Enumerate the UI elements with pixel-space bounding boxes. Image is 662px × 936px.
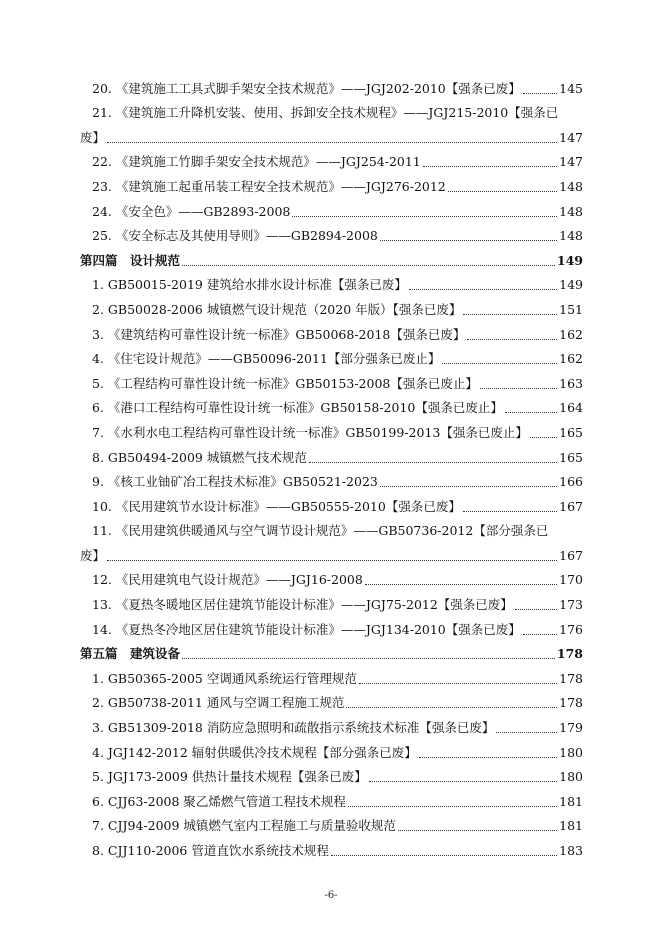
toc-entry[interactable] (80, 367, 583, 392)
toc-page-number: 180 (559, 744, 583, 760)
toc-entry-title-continued: 废】 (80, 129, 106, 145)
toc-page-number: 170 (559, 572, 583, 588)
toc-section-title: 第五篇 建筑设备 (80, 646, 181, 662)
toc-entry[interactable] (80, 170, 583, 195)
toc-entry[interactable] (80, 687, 583, 712)
toc-entry-title: 2. GB50738-2011 通风与空调工程施工规范 (92, 695, 345, 711)
toc-entry-title: 20. 《建筑施工工具式脚手架安全技术规范》——JGJ202-2010【强条已废】 (92, 80, 521, 96)
toc-entry-title: 5. JGJ173-2009 供热计量技术规程【强条已废】 (92, 769, 367, 785)
dot-leader (107, 132, 557, 143)
toc-entry[interactable] (80, 613, 583, 638)
dot-leader (359, 673, 557, 684)
toc-page-number: 180 (559, 769, 583, 785)
toc-entry[interactable] (80, 318, 583, 343)
toc-page-number: 162 (559, 351, 583, 367)
toc-entry[interactable] (80, 220, 583, 245)
toc-entry-title: 7. 《水利水电工程结构可靠性设计统一标准》GB50199-2013【强条已废止】 (92, 424, 528, 440)
toc-page-number: 165 (559, 449, 583, 465)
toc-entry-title: 8. GB50494-2009 城镇燃气技术规范 (92, 449, 307, 465)
toc-entry-title: 14. 《夏热冬冷地区居住建筑节能设计标准》——JGJ134-2010【强条已废】 (92, 621, 521, 637)
toc-page-number: 178 (559, 670, 583, 686)
toc-page-number: 145 (559, 80, 583, 96)
toc-page-number: 176 (559, 621, 583, 637)
toc-page-number: 162 (559, 326, 583, 342)
toc-entry-title: 1. GB50365-2005 空调通风系统运行管理规范 (92, 670, 357, 686)
toc-entry-title: 2. GB50028-2006 城镇燃气设计规范（2020 年版）【强条已废】 (92, 301, 462, 317)
toc-entry[interactable] (80, 466, 583, 491)
toc-page-number: 181 (559, 818, 583, 834)
toc-entry-title-continued: 废】 (80, 547, 106, 563)
toc-entry[interactable] (80, 588, 583, 613)
toc-entry[interactable] (80, 736, 583, 761)
toc-entry-title: 9. 《核工业铀矿冶工程技术标准》GB50521-2023 (92, 474, 378, 490)
toc-page-number: 179 (559, 720, 583, 736)
dot-leader (346, 697, 557, 708)
toc-entry-title: 25. 《安全标志及其使用导则》——GB2894-2008 (92, 228, 378, 244)
dot-leader (423, 156, 557, 167)
toc-page-number: 148 (559, 203, 583, 219)
dot-leader (448, 181, 557, 192)
dot-leader (348, 796, 557, 807)
dot-leader (496, 722, 557, 733)
toc-entry-title: 13. 《夏热冬暖地区居住建筑节能设计标准》——JGJ75-2012【强条已废】 (92, 597, 513, 613)
toc-page-number: 166 (559, 474, 583, 490)
toc-entry-title: 1. GB50015-2019 建筑给水排水设计标准【强条已废】 (92, 277, 407, 293)
dot-leader (331, 845, 557, 856)
dot-leader (463, 501, 557, 512)
toc-page-number: 173 (559, 597, 583, 613)
toc-entry-title: 7. CJJ94-2009 城镇燃气室内工程施工与质量验收规范 (92, 818, 396, 834)
dot-leader (380, 476, 557, 487)
table-of-contents (80, 72, 583, 859)
toc-entry[interactable] (80, 662, 583, 687)
toc-page-number: 149 (559, 277, 583, 293)
page-number: -6- (324, 890, 338, 901)
toc-entry-title: 6. 《港口工程结构可靠性设计统一标准》GB50158-2010【强条已废止】 (92, 400, 503, 416)
toc-entry[interactable] (80, 711, 583, 736)
dot-leader (107, 550, 557, 561)
toc-entry[interactable] (80, 269, 583, 294)
dot-leader (480, 378, 557, 389)
dot-leader (309, 452, 557, 463)
dot-leader (365, 574, 557, 585)
toc-page-number: 183 (559, 843, 583, 858)
toc-entry[interactable] (80, 392, 583, 417)
dot-leader (515, 599, 557, 610)
toc-entry[interactable] (80, 441, 583, 466)
toc-entry[interactable] (80, 564, 583, 589)
toc-entry[interactable] (80, 490, 583, 515)
toc-page-number: 147 (559, 129, 583, 145)
toc-entry-title: 22. 《建筑施工竹脚手架安全技术规范》——JGJ254-2011 (92, 154, 421, 170)
toc-entry-title: 4. JGJ142-2012 辐射供暖供冷技术规程【部分强条已废】 (92, 744, 417, 760)
toc-entry-title: 23. 《建筑施工起重吊装工程安全技术规范》——JGJ276-2012 (92, 178, 446, 194)
toc-entry[interactable] (80, 515, 583, 564)
toc-page-number: 149 (556, 252, 583, 268)
toc-entry[interactable] (80, 293, 583, 318)
toc-page-number: 148 (559, 228, 583, 244)
dot-leader (398, 820, 557, 831)
dot-leader (369, 771, 557, 782)
toc-section-title: 第四篇 设计规范 (80, 252, 181, 268)
dot-leader (292, 206, 557, 217)
toc-page-number: 148 (559, 178, 583, 194)
toc-page-number: 167 (559, 498, 583, 514)
dot-leader (523, 624, 557, 635)
toc-entry-title: 3. GB51309-2018 消防应急照明和疏散指示系统技术标准【强条已废】 (92, 720, 495, 736)
toc-page-number: 165 (559, 424, 583, 440)
toc-entry-title: 5. 《工程结构可靠性设计统一标准》GB50153-2008【强条已废止】 (92, 375, 478, 391)
dot-leader (467, 329, 557, 340)
toc-page-number: 167 (559, 547, 583, 563)
dot-leader (442, 353, 557, 364)
toc-entry-title: 4. 《住宅设计规范》——GB50096-2011【部分强条已废止】 (92, 351, 441, 367)
toc-entry[interactable] (80, 416, 583, 441)
toc-entry-title: 6. CJJ63-2008 聚乙烯燃气管道工程技术规程 (92, 793, 346, 809)
toc-entry-title: 10. 《民用建筑节水设计标准》——GB50555-2010【强条已废】 (92, 498, 461, 514)
toc-entry[interactable] (80, 97, 583, 146)
toc-entry-title: 21. 《建筑施工升降机安装、使用、拆卸安全技术规程》——JGJ215-2010【强条已 (92, 105, 559, 121)
toc-page-number: 181 (559, 793, 583, 809)
dot-leader (380, 230, 557, 241)
toc-page-number: 147 (559, 154, 583, 170)
toc-entry[interactable] (80, 343, 583, 368)
toc-entry-title: 12. 《民用建筑电气设计规范》——JGJ16-2008 (92, 572, 363, 588)
dot-leader (182, 648, 555, 659)
toc-entry[interactable] (80, 72, 583, 97)
dot-leader (419, 747, 557, 758)
toc-page-number: 151 (559, 301, 583, 317)
toc-page-number: 178 (559, 695, 583, 711)
toc-entry[interactable] (80, 761, 583, 786)
toc-entry[interactable] (80, 195, 583, 220)
toc-entry-title: 8. CJJ110-2006 管道直饮水系统技术规程 (92, 843, 329, 858)
toc-entry-title: 24. 《安全色》——GB2893-2008 (92, 203, 291, 219)
toc-entry[interactable] (80, 146, 583, 171)
dot-leader (523, 83, 557, 94)
toc-page-number: 178 (556, 646, 583, 662)
dot-leader (530, 427, 557, 438)
toc-section[interactable] (80, 638, 583, 663)
toc-entry[interactable] (80, 834, 583, 859)
toc-entry-title: 3. 《建筑结构可靠性设计统一标准》GB50068-2018【强条已废】 (92, 326, 466, 342)
toc-entry[interactable] (80, 810, 583, 835)
toc-page-number: 164 (559, 400, 583, 416)
toc-entry-title: 11. 《民用建筑供暖通风与空气调节设计规范》——GB50736-2012【部分强条已 (92, 523, 549, 539)
dot-leader (409, 279, 557, 290)
toc-section[interactable] (80, 244, 583, 269)
toc-page-number: 163 (559, 375, 583, 391)
dot-leader (182, 255, 555, 266)
dot-leader (505, 402, 557, 413)
toc-entry[interactable] (80, 785, 583, 810)
dot-leader (463, 304, 557, 315)
